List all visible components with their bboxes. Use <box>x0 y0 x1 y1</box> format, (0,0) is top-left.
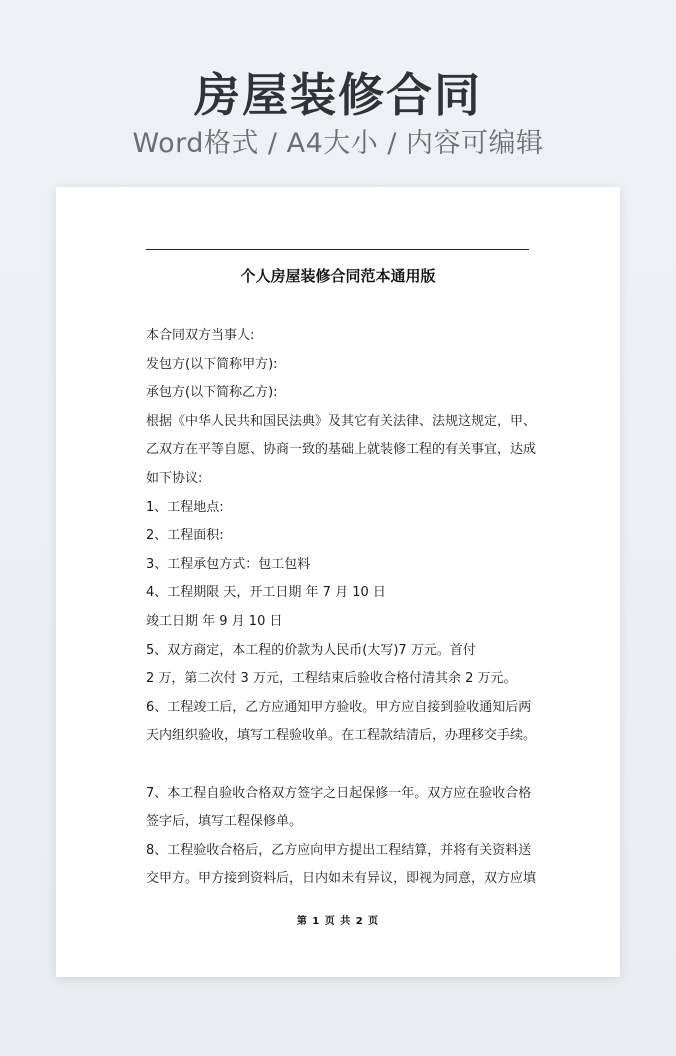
body-line: 3、工程承包方式：包工包料 <box>146 556 311 572</box>
body-line: 1、工程地点: <box>146 499 224 515</box>
banner-title: 房屋装修合同 <box>194 68 482 122</box>
body-line: 2 万，第二次付 3 万元，工程结束后验收合格付清其余 2 万元。 <box>146 671 517 687</box>
body-line: 6、工程竣工后，乙方应通知甲方验收。甲方应自接到验收通知后两 <box>146 699 532 715</box>
body-line: 2、工程面积: <box>146 528 224 544</box>
document-page <box>56 187 620 977</box>
blank-line <box>146 751 541 780</box>
page-number: 第 1 页 共 2 页 <box>296 916 380 927</box>
document-title: 个人房屋装修合同范本通用版 <box>240 267 436 285</box>
body-line: 天内组织验收，填写工程验收单。在工程款结清后，办理移交手续。 <box>146 728 537 744</box>
body-line: 承包方(以下简称乙方): <box>146 385 278 401</box>
document-body <box>146 322 541 894</box>
body-line: 如下协议: <box>146 470 203 486</box>
banner <box>0 66 676 162</box>
body-line: 交甲方。甲方接到资料后，日内如未有异议，即视为同意，双方应填 <box>146 871 537 887</box>
body-line: 7、本工程自验收合格双方签字之日起保修一年。双方应在验收合格 <box>146 785 532 801</box>
body-line: 乙双方在平等自愿、协商一致的基础上就装修工程的有关事宜，达成 <box>146 442 537 458</box>
body-line: 5、双方商定，本工程的价款为人民币(大写)7 万元。首付 <box>146 642 476 658</box>
body-line: 竣工日期 年 9 月 10 日 <box>146 613 283 629</box>
body-line: 签字后，填写工程保修单。 <box>146 814 303 830</box>
body-line: 根据《中华人民共和国民法典》及其它有关法律、法规这规定，甲、 <box>146 413 537 429</box>
body-line: 4、工程期限 天，开工日期 年 7 月 10 日 <box>146 585 386 601</box>
body-line: 发包方(以下简称甲方): <box>146 356 278 372</box>
header-rule <box>146 249 529 250</box>
body-line: 8、工程验收合格后，乙方应向甲方提出工程结算，并将有关资料送 <box>146 842 532 858</box>
body-line: 本合同双方当事人: <box>146 328 255 343</box>
banner-subtitle: Word格式 / A4大小 / 内容可编辑 <box>132 128 544 159</box>
